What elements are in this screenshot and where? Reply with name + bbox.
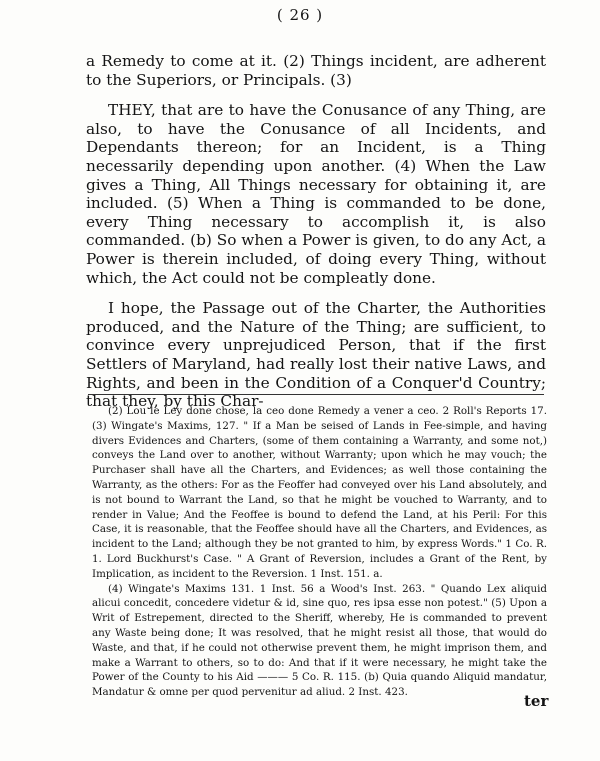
footnote-block-1: (2) Lou le Ley done chose, la ceo done Remedy a vener a ceo. 2 Roll's Reports 17. (3) Wingate's Maxims, 127. " If a Man be seised of Lands in Fee-simple, and having divers Evidences and Charters, (some of them containing a Warranty, and some not,) conveys the Land over to another, without Warranty; upon which he may vouch; the Purchaser shall have all the Charters, and Evidences; as well those containing the Warranty, as the others: For as the Feoffer had conveyed over his Land absolutely, and is not bound to Warrant the Land, so that he might be vouched to Warranty, and to render in Value; And the Feoffee is bound to defend the Land, at his Peril: For this Case, it is reasonable, that the Feoffee should have all the Charters, and Evidences, as incident to the Land; although they be not granted to him, by express Words." 1 Co. R. 1. Lord Buckhurst's Case. " A Grant of Reversion, includes a Grant of the Rent, by Implication, as incident to the Reversion. 1 Inst. 151. a. xyxy=(92,405,547,580)
catchword: ter xyxy=(524,692,549,710)
footnote-block-2: (4) Wingate's Maxims 131. 1 Inst. 56 a Wood's Inst. 263. " Quando Lex aliquid alicui concedit, concedere videtur & id, sine quo, res ipsa esse non potest." (5) Upon a Writ of Estrepement, directed to the Sheriff, whereby, He is commanded to prevent any Waste being done; It was resolved, that he might resist all those, that would do Waste, and that, if he could not otherwise prevent them, he might imprison them, and make a Warrant to others, so to do: And that if it were necessary, he might take the Power of the County to his Aid ——— 5 Co. R. 115. (b) Quia quando Aliquid mandatur, Mandatur & omne per quod pervenitur ad aliud. 2 Inst. 423. xyxy=(92,582,547,699)
paragraph-2: THEY, that are to have the Conusance of any Thing, are also, to have the Conusance of all Incidents, and Dependants thereon; for an Incident, is a Thing necessarily depending upon another. (4) When the Law gives a Thing, All Things necessary for obtaining it, are included. (5) When a Thing is commanded to be done, every Thing necessary to accomplish it, is also commanded. (b) So when a Power is given, to do any Act, a Power is therein included, of doing every Thing, without which, the Act could not be compleatly done. xyxy=(86,101,546,287)
paragraph-1: a Remedy to come at it. (2) Things incident, are adherent to the Superiors, or Principals. (3) xyxy=(86,52,546,89)
footnote-divider xyxy=(88,394,544,395)
paragraph-3: I hope, the Passage out of the Charter, the Authorities produced, and the Nature of the Thing; are sufficient, to convince every unprejudiced Person, that if the first Settlers of Maryland, had really lost their native Laws, and Rights, and been in the Condition of a Conquer'd Country; that they, by this Char- xyxy=(86,299,546,411)
main-text xyxy=(86,52,546,411)
page-number-header: ( 26 ) xyxy=(276,6,324,24)
footnotes xyxy=(92,404,547,700)
